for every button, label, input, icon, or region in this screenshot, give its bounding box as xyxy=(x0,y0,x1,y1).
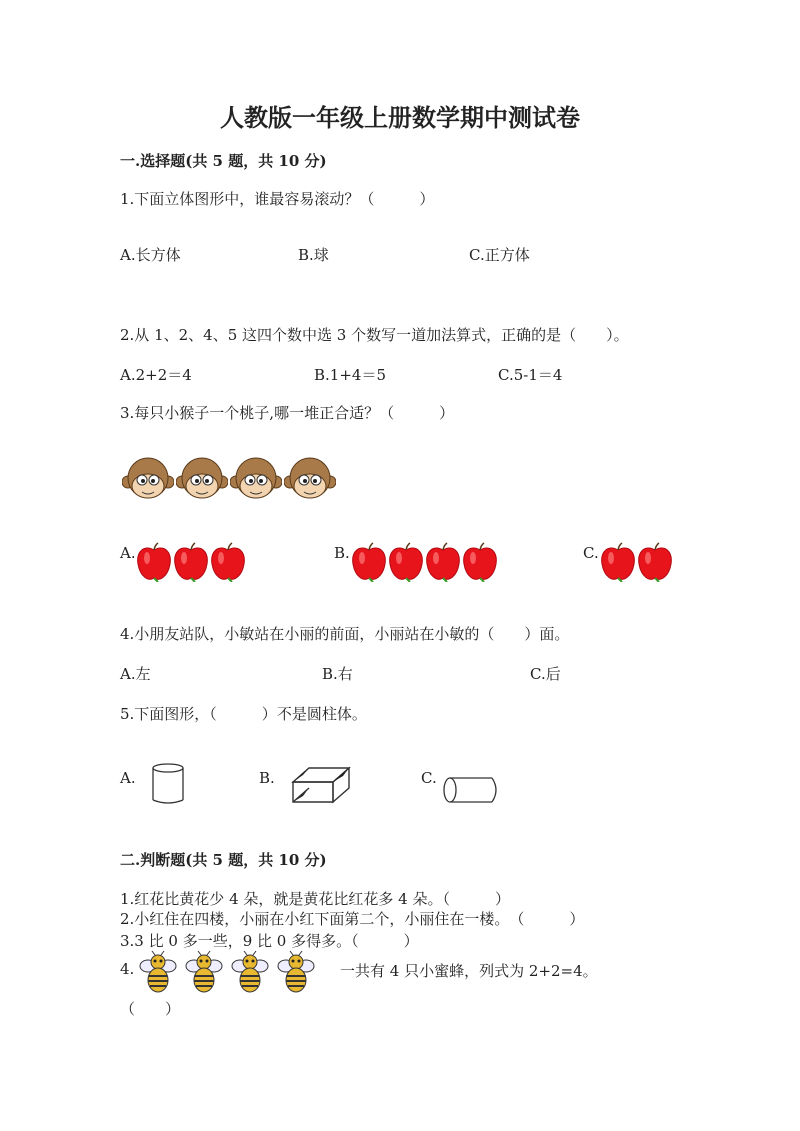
section1-heading: 一.选择题(共 5 题，共 10 分) xyxy=(120,152,327,170)
apple-icon xyxy=(462,542,498,582)
monkey-icon xyxy=(122,456,174,502)
cylinder-upright-icon xyxy=(150,762,186,806)
monkey-icon xyxy=(230,456,282,502)
bee-icon xyxy=(136,950,180,994)
apple-icon xyxy=(388,542,424,582)
q2-option-a: A.2+2＝4 xyxy=(120,366,192,384)
apple-icon xyxy=(210,542,246,582)
judgment-1: 1.红花比黄花少 4 朵，就是黄花比红花多 4 朵。（ ） xyxy=(120,890,510,908)
apple-icon xyxy=(173,542,209,582)
judgment-2: 2.小红住在四楼，小丽在小红下面第二个，小丽住在一楼。 （ ） xyxy=(120,910,585,928)
question-4: 4.小朋友站队，小敏站在小丽的前面，小丽站在小敏的（ ）面。 xyxy=(120,625,570,643)
q3-option-c: C. xyxy=(583,544,599,562)
monkey-icon xyxy=(284,456,336,502)
q4-option-c: C.后 xyxy=(530,665,561,683)
apple-icon xyxy=(637,542,673,582)
bee-icon xyxy=(182,950,226,994)
q1-option-b: B.球 xyxy=(298,246,329,264)
apple-icon xyxy=(600,542,636,582)
monkey-icon xyxy=(176,456,228,502)
q1-option-c: C.正方体 xyxy=(469,246,530,264)
bees-image xyxy=(136,950,320,998)
question-2: 2.从 1、2、4、5 这四个数中选 3 个数写一道加法算式，正确的是（ ）。 xyxy=(120,326,629,344)
q5-option-b: B. xyxy=(259,769,275,787)
q3-apples-a xyxy=(136,542,247,586)
q2-option-c: C.5-1＝4 xyxy=(498,366,563,384)
q4-option-a: A.左 xyxy=(120,665,151,683)
bee-icon xyxy=(274,950,318,994)
q3-apples-b xyxy=(351,542,499,586)
q3-apples-c xyxy=(600,542,674,586)
judgment-3: 3.3 比 0 多一些，9 比 0 多得多。（ ） xyxy=(120,932,419,950)
apple-icon xyxy=(425,542,461,582)
q5-option-a: A. xyxy=(120,769,136,787)
judgment-4-number: 4. xyxy=(120,960,135,978)
prism-icon xyxy=(289,762,353,806)
q2-option-b: B.1+4＝5 xyxy=(314,366,386,384)
q1-option-a: A.长方体 xyxy=(120,246,181,264)
judgment-4-text: 一共有 4 只小蜜蜂，列式为 2+2=4。 xyxy=(340,962,598,980)
apple-icon xyxy=(351,542,387,582)
apple-icon xyxy=(136,542,172,582)
question-1: 1.下面立体图形中，谁最容易滚动？（ ） xyxy=(120,190,435,208)
q3-option-b: B. xyxy=(334,544,350,562)
q3-option-a: A. xyxy=(120,544,136,562)
question-3: 3.每只小猴子一个桃子,哪一堆正合适？（ ） xyxy=(120,404,455,422)
question-5: 5.下面图形，（ ）不是圆柱体。 xyxy=(120,705,367,723)
judgment-4-paren: （ ） xyxy=(120,1000,181,1018)
bee-icon xyxy=(228,950,272,994)
monkeys-image xyxy=(122,456,338,506)
q5-option-c: C. xyxy=(421,769,437,787)
section2-heading: 二.判断题(共 5 题，共 10 分) xyxy=(120,851,327,869)
q4-option-b: B.右 xyxy=(322,665,353,683)
page-title: 人教版一年级上册数学期中测试卷 xyxy=(220,103,580,132)
cylinder-horizontal-icon xyxy=(440,774,502,806)
